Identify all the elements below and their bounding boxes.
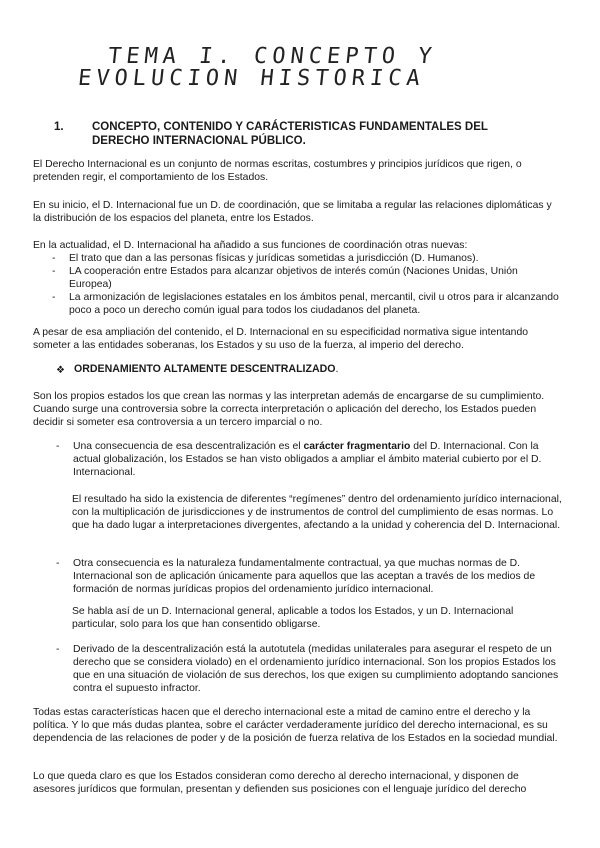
paragraph-expansion: A pesar de esa ampliación del contenido, el D. Internacional en su especificidad normativa sigue intentando someter a las entidades soberanas, los Estados y su uso de la fuerza, al imperio del derecho. (33, 327, 529, 351)
fragmentary-text-end: del D. Internacional. Con la actual globalización, los Estados se han visto obligados a ampliar el ámbito material cubierto por el D. Internacional. (73, 441, 542, 478)
list-item-text: El trato que dan a las personas físicas y jurídicas sometidas a jurisdicción (D. Humanos). (69, 253, 479, 264)
list-item-text: La armonización de legislaciones estatales en los ámbitos penal, mercantil, civil u otros para ir alcanzando poco a poco un derecho común igual para todos los ciudadanos del planeta. (69, 292, 559, 316)
subsection-heading (74, 363, 338, 376)
list-item-text: Otra consecuencia es la naturaleza fundamentalmente contractual, ya que muchas normas de D. Internacional son de aplicación únicamente para aquellos que las aceptan a través de los medios de formación de normas jurídicas propios del ordenamiento jurídico internacional. (73, 558, 536, 595)
section-heading-text: CONCEPTO, CONTENIDO Y CARÁCTERISTICAS FUNDAMENTALES DEL DERECHO INTERNACIONAL PÚBLICO. (92, 121, 488, 147)
paragraph-origin: En su inicio, el D. Internacional fue un D. de coordinación, que se limitaba a regular las relaciones diplomáticas y la distribución de los espacios del planeta, entre los Estados. (33, 200, 552, 224)
bullet-dash: - (52, 292, 56, 303)
bullet-dash: - (56, 644, 60, 655)
topic-title-line-2: EVOLUCION HISTORICA (76, 66, 426, 91)
subsection-heading-period: . (335, 363, 339, 375)
paragraph-states-create-norms: Son los propios estados los que crean las normas y las interpretan además de encargarse de su cumplimiento. Cuando surge una controversia sobre la correcta interpretación o aplicación del derecho, los Estados pueden decidir si someter esa controversia a un tercero imparcial o no. (33, 391, 545, 428)
paragraph-definition: El Derecho Internacional es un conjunto de normas escritas, costumbres y principios jurídicos que rigen, o pretenden regir, el comportamiento de los Estados. (33, 159, 522, 183)
paragraph-legal-advisers: Lo que queda claro es que los Estados consideran como derecho al derecho internacional, y disponen de asesores jurídicos que formulan, presentan y defienden sus posiciones con el lenguaje jurídico del derecho (33, 771, 527, 795)
fragmentary-text-start: Una consecuencia de esa descentralización es el (73, 441, 304, 452)
paragraph-general-particular: Se habla así de un D. Internacional general, aplicable a todos los Estados, y un D. Internacional particular, solo para los que han consentido obligarse. (72, 606, 514, 630)
paragraph-current-functions: En la actualidad, el D. Internacional ha añadido a sus funciones de coordinación otras nuevas: (33, 240, 468, 251)
subsection-heading-text: ORDENAMIENTO ALTAMENTE DESCENTRALIZADO (74, 363, 336, 375)
bullet-dash: - (56, 441, 60, 452)
bullet-dash: - (56, 558, 60, 569)
bullet-dash: - (52, 253, 56, 264)
list-item-text: Derivado de la descentralización está la autotutela (medidas unilaterales para asegurar el respeto de un derecho que se considera violado) en el ordenamiento jurídico internacional. Son los propios Estados los que en una situación de violación de sus derechos, los que exigen su cumplimiento adoptando sanciones contra el supuesto infractor. (73, 644, 559, 694)
paragraph-regimes: El resultado ha sido la existencia de diferentes “regímenes” dentro del ordenamiento jurídico internacional, con la multiplicación de jurisdicciones y de instrumentos de control del cumplimiento de esas normas. Lo que ha dado lugar a interpretaciones divergentes, afectando a la unidad y coherencia del D. Internacional. (72, 494, 562, 531)
fragmentary-emphasis: carácter fragmentario (303, 441, 411, 452)
section-number: 1. (54, 121, 64, 133)
list-item-text: LA cooperación entre Estados para alcanzar objetivos de interés común (Naciones Unidas, Unión Europea) (69, 266, 518, 290)
diamond-bullet-icon: ❖ (56, 365, 65, 376)
paragraph-law-and-politics: Todas estas características hacen que el derecho internacional este a mitad de camino entre el derecho y la política. Y lo que más dudas plantea, sobre el carácter verdaderamente jurídico del derecho internacional, es su dependencia de las relaciones de poder y de la posición de fuerza relativa de los Estados en la sociedad mundial. (33, 707, 558, 744)
topic-title-line-1: TEMA I. CONCEPTO Y (106, 44, 438, 69)
bullet-dash: - (52, 266, 56, 277)
